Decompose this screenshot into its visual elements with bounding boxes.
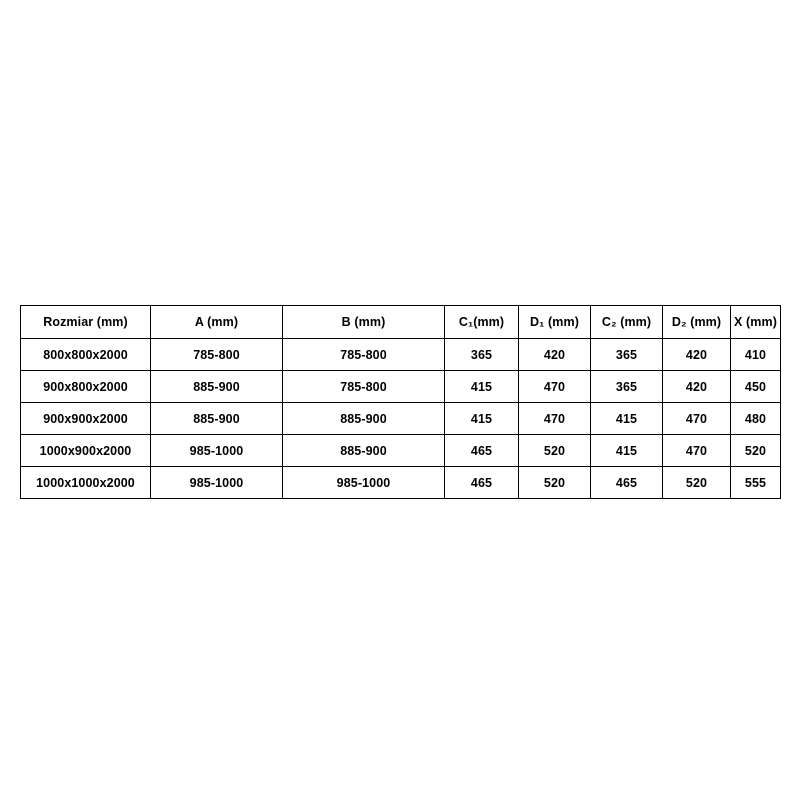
column-header-d2: D₂ (mm) [663, 306, 731, 339]
column-header-d1: D₁ (mm) [519, 306, 591, 339]
cell-d1: 470 [519, 403, 591, 435]
cell-d2: 470 [663, 403, 731, 435]
column-header-size: Rozmiar (mm) [21, 306, 151, 339]
cell-d1: 470 [519, 371, 591, 403]
cell-c2: 465 [591, 467, 663, 499]
cell-c1: 365 [445, 339, 519, 371]
cell-b: 885-900 [283, 403, 445, 435]
table-row [21, 403, 781, 435]
column-header-c1: C₁(mm) [445, 306, 519, 339]
cell-b: 885-900 [283, 435, 445, 467]
cell-c1: 415 [445, 371, 519, 403]
column-header-a: A (mm) [151, 306, 283, 339]
cell-d1: 520 [519, 435, 591, 467]
table-header [21, 306, 781, 339]
table-header-row [21, 306, 781, 339]
cell-a: 985-1000 [151, 467, 283, 499]
cell-a: 985-1000 [151, 435, 283, 467]
cell-c1: 465 [445, 435, 519, 467]
dimensions-table-container [20, 305, 780, 499]
cell-x: 480 [731, 403, 781, 435]
cell-d2: 470 [663, 435, 731, 467]
cell-size: 800x800x2000 [21, 339, 151, 371]
cell-b: 785-800 [283, 371, 445, 403]
cell-x: 520 [731, 435, 781, 467]
cell-b: 785-800 [283, 339, 445, 371]
table-body [21, 339, 781, 499]
table-row [21, 339, 781, 371]
cell-x: 450 [731, 371, 781, 403]
cell-b: 985-1000 [283, 467, 445, 499]
cell-size: 900x900x2000 [21, 403, 151, 435]
cell-d2: 420 [663, 371, 731, 403]
column-header-c2: C₂ (mm) [591, 306, 663, 339]
cell-c2: 415 [591, 435, 663, 467]
column-header-b: B (mm) [283, 306, 445, 339]
cell-d2: 520 [663, 467, 731, 499]
cell-a: 785-800 [151, 339, 283, 371]
cell-size: 900x800x2000 [21, 371, 151, 403]
cell-x: 410 [731, 339, 781, 371]
table-row [21, 435, 781, 467]
cell-a: 885-900 [151, 403, 283, 435]
column-header-x: X (mm) [731, 306, 781, 339]
cell-c2: 365 [591, 371, 663, 403]
cell-x: 555 [731, 467, 781, 499]
cell-a: 885-900 [151, 371, 283, 403]
cell-c1: 415 [445, 403, 519, 435]
table-row [21, 371, 781, 403]
cell-d1: 520 [519, 467, 591, 499]
cell-c2: 415 [591, 403, 663, 435]
cell-d2: 420 [663, 339, 731, 371]
dimensions-table [20, 305, 781, 499]
table-row [21, 467, 781, 499]
cell-size: 1000x900x2000 [21, 435, 151, 467]
cell-c2: 365 [591, 339, 663, 371]
cell-c1: 465 [445, 467, 519, 499]
cell-d1: 420 [519, 339, 591, 371]
cell-size: 1000x1000x2000 [21, 467, 151, 499]
